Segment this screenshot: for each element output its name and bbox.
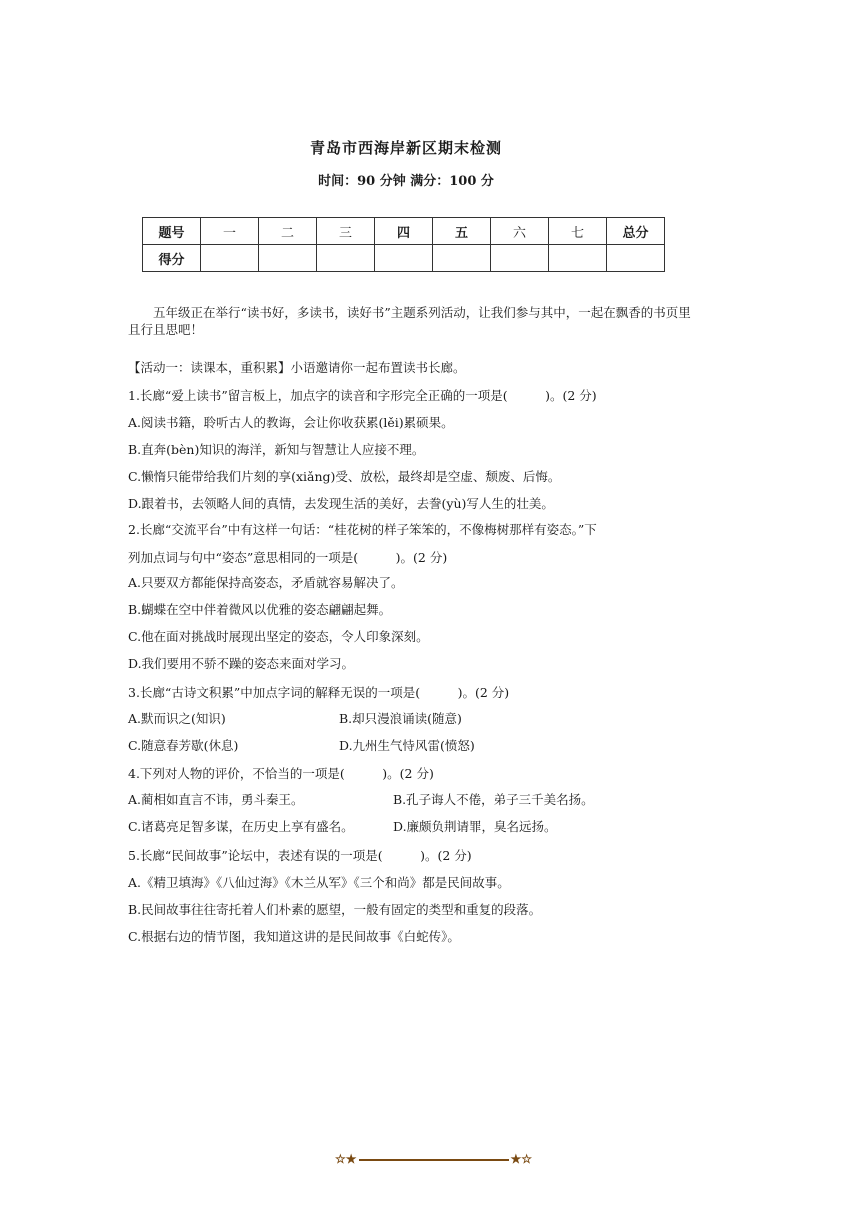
question-2-stem-line1: 2.长廊“交流平台”中有这样一句话：“桂花树的样子笨笨的，不像梅树那样有姿态。”下 [128,522,597,537]
question-2-stem-line2: 列加点词与句中“姿态”意思相同的一项是( )。(2 分) [128,550,448,565]
score-cell: 四 [375,218,433,245]
activity-heading: 【活动一：读课本，重积累】小语邀请你一起布置读书长廊。 [128,360,466,375]
score-input-cell[interactable] [375,245,433,272]
score-input-cell[interactable] [201,245,259,272]
score-input-cell[interactable] [259,245,317,272]
question-2-option-a[interactable]: A.只要双方都能保持高姿态，矛盾就容易解决了。 [128,575,404,590]
exam-title: 青岛市西海岸新区期末检测 [309,139,502,157]
score-cell: 五 [433,218,491,245]
question-1-option-d[interactable]: D.跟着书，去领略人间的真情，去发现生活的美好，去誊(yù)写人生的壮美。 [128,496,554,511]
score-cell: 七 [549,218,607,245]
question-4-option-a[interactable]: A.蔺相如直言不讳，勇斗秦王。 [128,792,304,807]
question-3-option-d[interactable]: D.九州生气恃风雷(愤怒) [339,738,475,753]
footer-stars-left: ☆★ [334,1152,357,1166]
question-1-stem: 1.长廊“爱上读书”留言板上，加点字的读音和字形完全正确的一项是( )。(2 分) [128,388,597,403]
question-4-option-b[interactable]: B.孔子诲人不倦，弟子三千美名扬。 [393,792,594,807]
score-input-cell[interactable] [433,245,491,272]
question-2-option-b[interactable]: B.蝴蝶在空中伴着微风以优雅的姿态翩翩起舞。 [128,602,392,617]
question-4-option-d[interactable]: D.廉颇负荆请罪，臭名远扬。 [393,819,557,834]
score-input-cell[interactable] [607,245,665,272]
score-input-cell[interactable] [549,245,607,272]
question-1-option-b[interactable]: B.直奔(bèn)知识的海洋，新知与智慧让人应接不理。 [128,442,425,457]
score-input-cell[interactable] [491,245,549,272]
footer-stars-right: ★☆ [510,1152,533,1166]
question-4-option-c[interactable]: C.诸葛亮足智多谋，在历史上享有盛名。 [128,819,354,834]
question-5-option-c[interactable]: C.根据右边的情节图，我知道这讲的是民间故事《白蛇传》。 [128,929,460,944]
intro-paragraph: 五年级正在举行“读书好，多读书，读好书”主题系列活动，让我们参与其中，一起在飘香的书页里且行且思吧！ [128,305,691,337]
page-footer-decoration [0,1152,867,1166]
score-cell: 六 [491,218,549,245]
score-input-cell[interactable] [317,245,375,272]
score-table-score-row [143,245,665,272]
question-3-option-a[interactable]: A.默而识之(知识) [128,711,226,726]
score-cell: 题号 [143,218,201,245]
question-3-option-c[interactable]: C.随意春芳歇(休息) [128,738,239,753]
exam-subtitle: 时间：90 分钟 满分：100 分 [318,174,494,189]
question-1-option-c[interactable]: C.懒惰只能带给我们片刻的享(xiǎng)受、放松，最终却是空虚、颓废、后悔。 [128,469,561,484]
question-3-option-b[interactable]: B.却只漫浪诵读(随意) [339,711,462,726]
score-table-header-row [143,218,665,245]
score-table [142,217,665,272]
question-3-stem: 3.长廊“古诗文积累”中加点字词的解释无误的一项是( )。(2 分) [128,685,510,700]
score-cell: 三 [317,218,375,245]
question-2-option-c[interactable]: C.他在面对挑战时展现出坚定的姿态，令人印象深刻。 [128,629,429,644]
score-cell: 得分 [143,245,201,272]
score-cell: 总分 [607,218,665,245]
question-5-stem: 5.长廊“民间故事”论坛中，表述有误的一项是( )。(2 分) [128,848,472,863]
question-4-stem: 4.下列对人物的评价，不恰当的一项是( )。(2 分) [128,766,434,781]
score-cell: 一 [201,218,259,245]
question-1-option-a[interactable]: A.阅读书籍，聆听古人的教诲，会让你收获累(lěi)累硕果。 [128,415,454,430]
question-5-option-a[interactable]: A.《精卫填海》《八仙过海》《木兰从军》《三个和尚》都是民间故事。 [128,875,510,890]
question-2-option-d[interactable]: D.我们要用不骄不躁的姿态来面对学习。 [128,656,355,671]
footer-rule [359,1159,509,1161]
question-5-option-b[interactable]: B.民间故事往往寄托着人们朴素的愿望，一般有固定的类型和重复的段落。 [128,902,542,917]
score-cell: 二 [259,218,317,245]
